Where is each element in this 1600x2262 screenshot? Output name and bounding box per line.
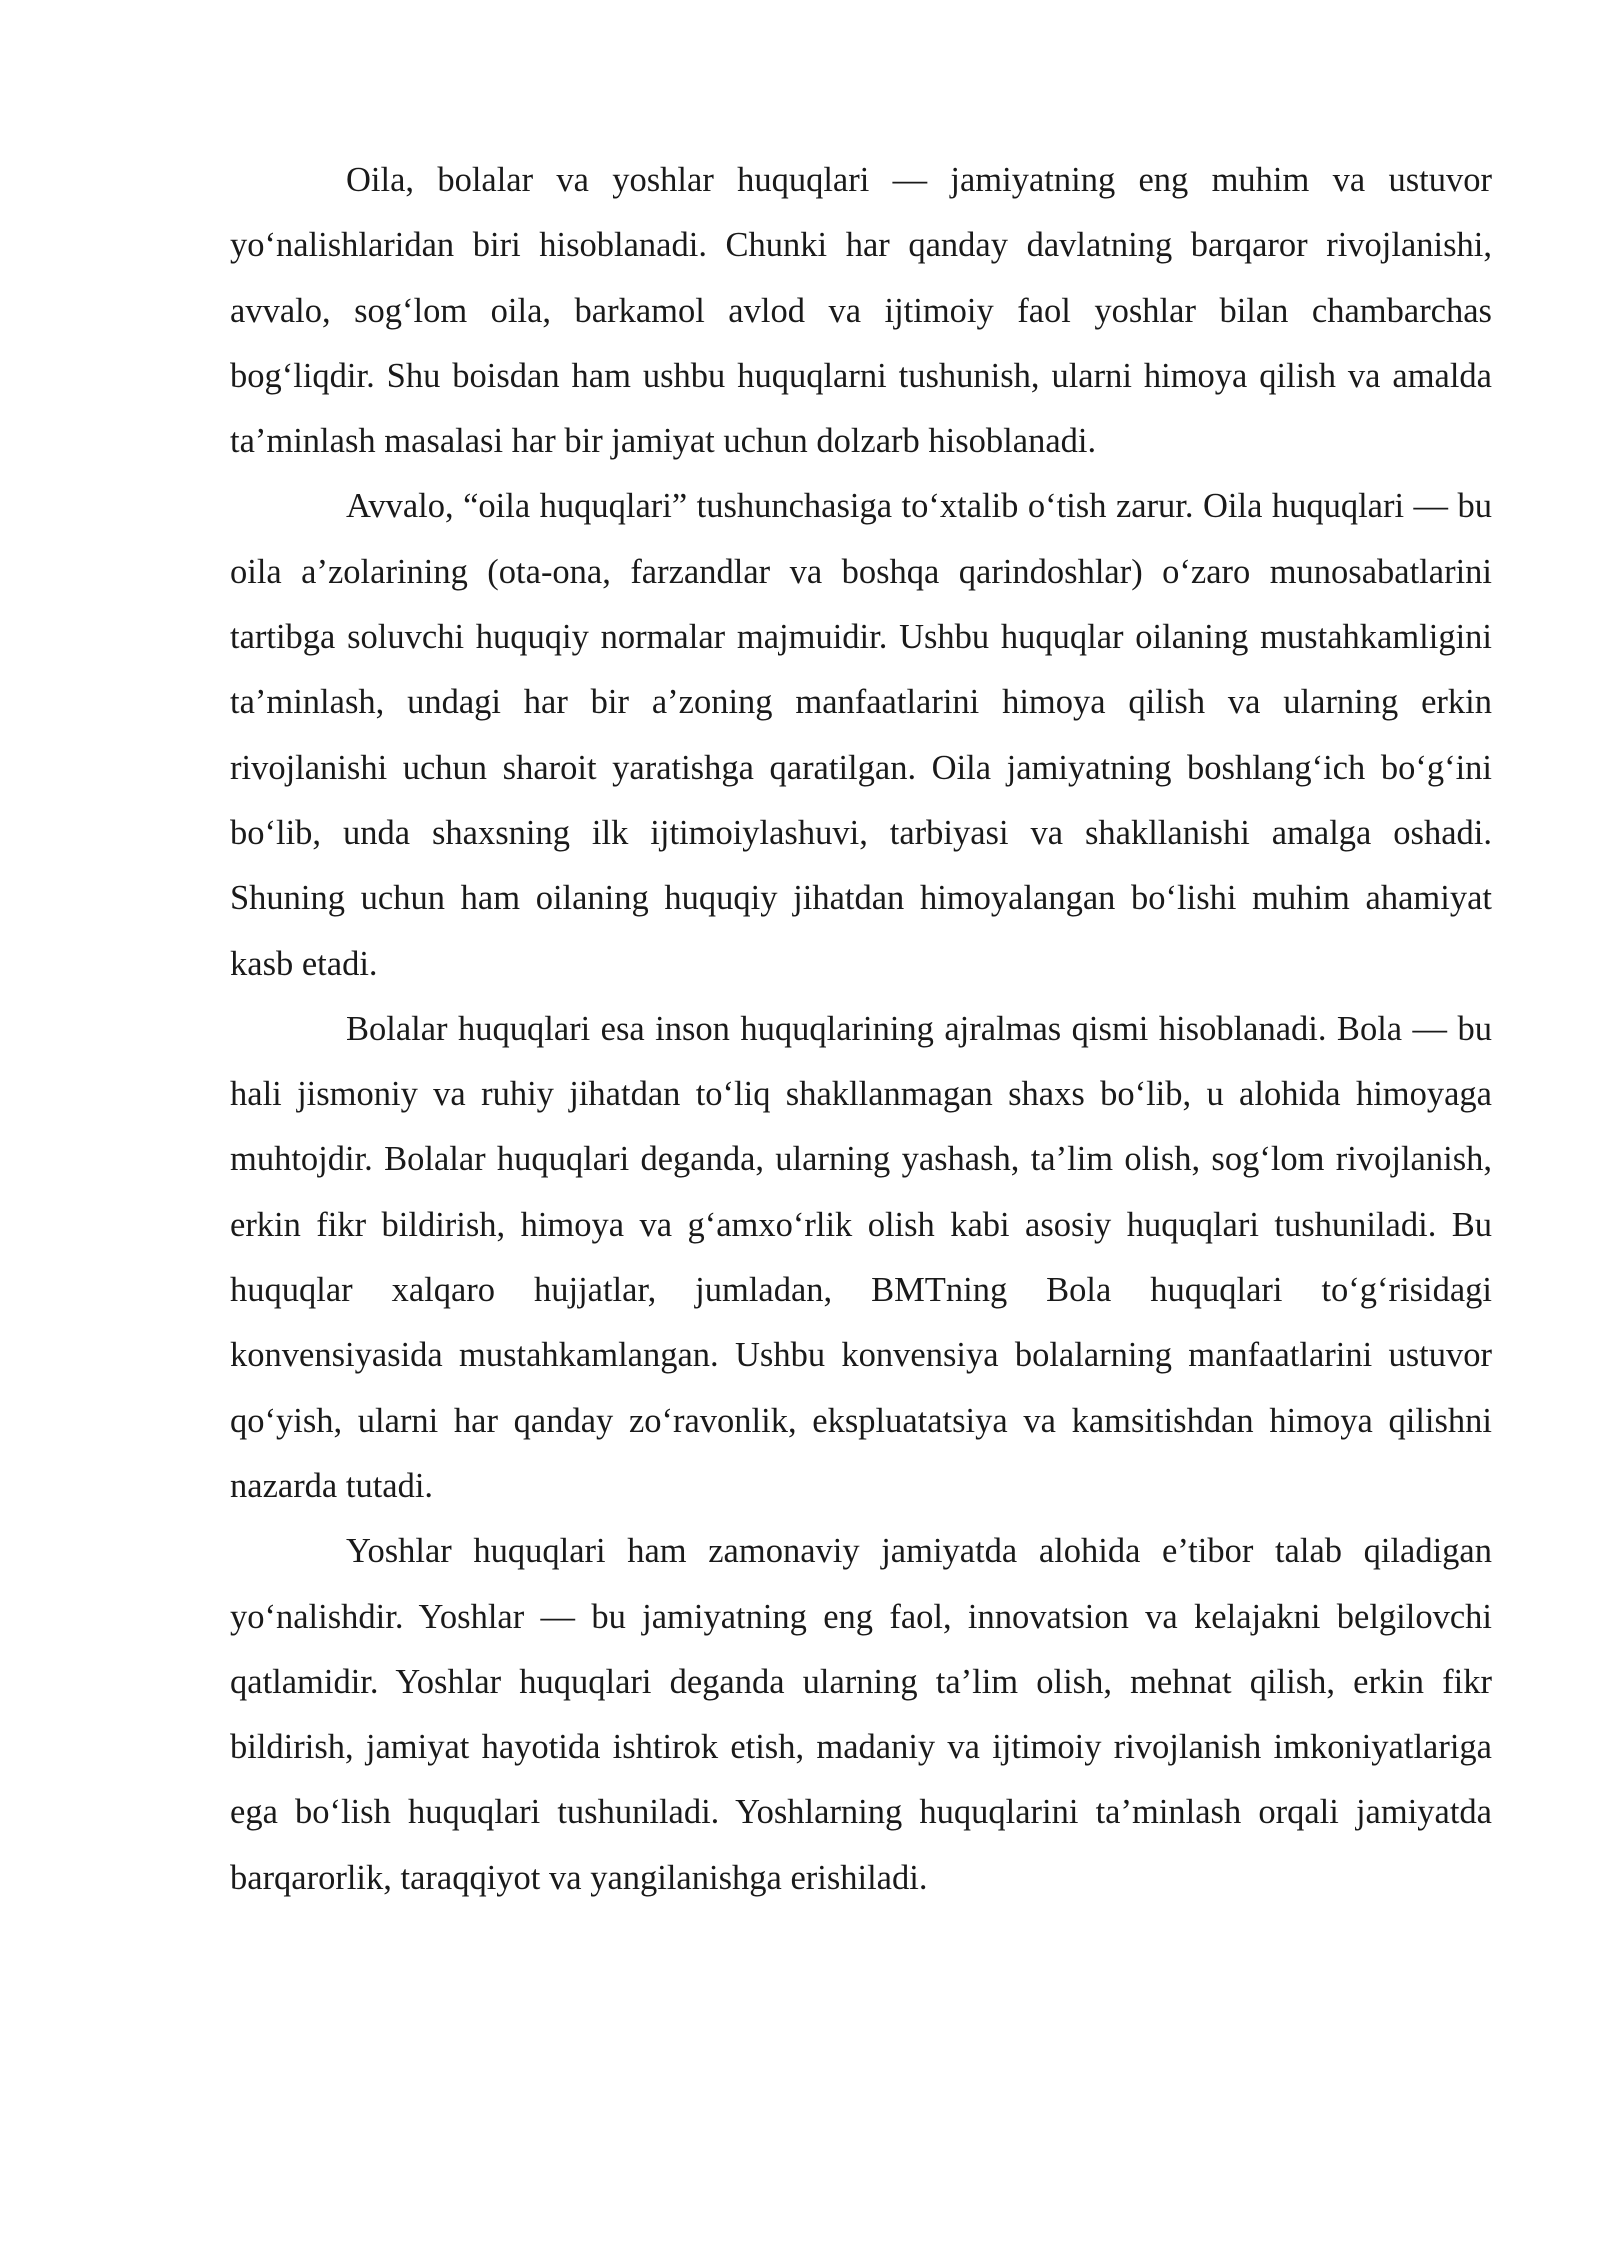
document-page [230, 148, 1492, 1911]
paragraph-family-rights: Avvalo, “oila huquqlari” tushunchasiga to‘xtalib o‘tish zarur. Oila huquqlari — bu oila a’zolarining (ota-ona, farzandlar va boshqa qarindoshlar) o‘zaro munosabatlarini tartibga soluvchi huquqiy normalar majmuidir. Ushbu huquqlar oilaning mustahkamligini ta’minlash, undagi har bir a’zoning manfaatlarini himoya qilish va ularning erkin rivojlanishi uchun sharoit yaratishga qaratilgan. Oila jamiyatning boshlang‘ich bo‘g‘ini bo‘lib, unda shaxsning ilk ijtimoiylashuvi, tarbiyasi va shakllanishi amalga oshadi. Shuning uchun ham oilaning huquqiy jihatdan himoyalangan bo‘lishi muhim ahamiyat kasb etadi. [230, 487, 1492, 983]
paragraph-intro: Oila, bolalar va yoshlar huquqlari — jamiyatning eng muhim va ustuvor yo‘nalishlaridan biri hisoblanadi. Chunki har qanday davlatning barqaror rivojlanishi, avvalo, sog‘lom oila, barkamol avlod va ijtimoiy faol yoshlar bilan chambarchas bog‘liqdir. Shu boisdan ham ushbu huquqlarni tushunish, ularni himoya qilish va amalda ta’minlash masalasi har bir jamiyat uchun dolzarb hisoblanadi. [230, 161, 1492, 461]
paragraph-youth-rights: Yoshlar huquqlari ham zamonaviy jamiyatda alohida e’tibor talab qiladigan yo‘nalishdir. Yoshlar — bu jamiyatning eng faol, innovatsion va kelajakni belgilovchi qatlamidir. Yoshlar huquqlari deganda ularning ta’lim olish, mehnat qilish, erkin fikr bildirish, jamiyat hayotida ishtirok etish, madaniy va ijtimoiy rivojlanish imkoniyatlariga ega bo‘lish huquqlari tushuniladi. Yoshlarning huquqlarini ta’minlash orqali jamiyatda barqarorlik, taraqqiyot va yangilanishga erishiladi. [230, 1532, 1492, 1897]
paragraph-children-rights: Bolalar huquqlari esa inson huquqlarining ajralmas qismi hisoblanadi. Bola — bu hali jismoniy va ruhiy jihatdan to‘liq shakllanmagan shaxs bo‘lib, u alohida himoyaga muhtojdir. Bolalar huquqlari deganda, ularning yashash, ta’lim olish, sog‘lom rivojlanish, erkin fikr bildirish, himoya va g‘amxo‘rlik olish kabi asosiy huquqlari tushuniladi. Bu huquqlar xalqaro hujjatlar, jumladan, BMTning Bola huquqlari to‘g‘risidagi konvensiyasida mustahkamlangan. Ushbu konvensiya bolalarning manfaatlarini ustuvor qo‘yish, ularni har qanday zo‘ravonlik, ekspluatatsiya va kamsitishdan himoya qilishni nazarda tutadi. [230, 1009, 1492, 1505]
